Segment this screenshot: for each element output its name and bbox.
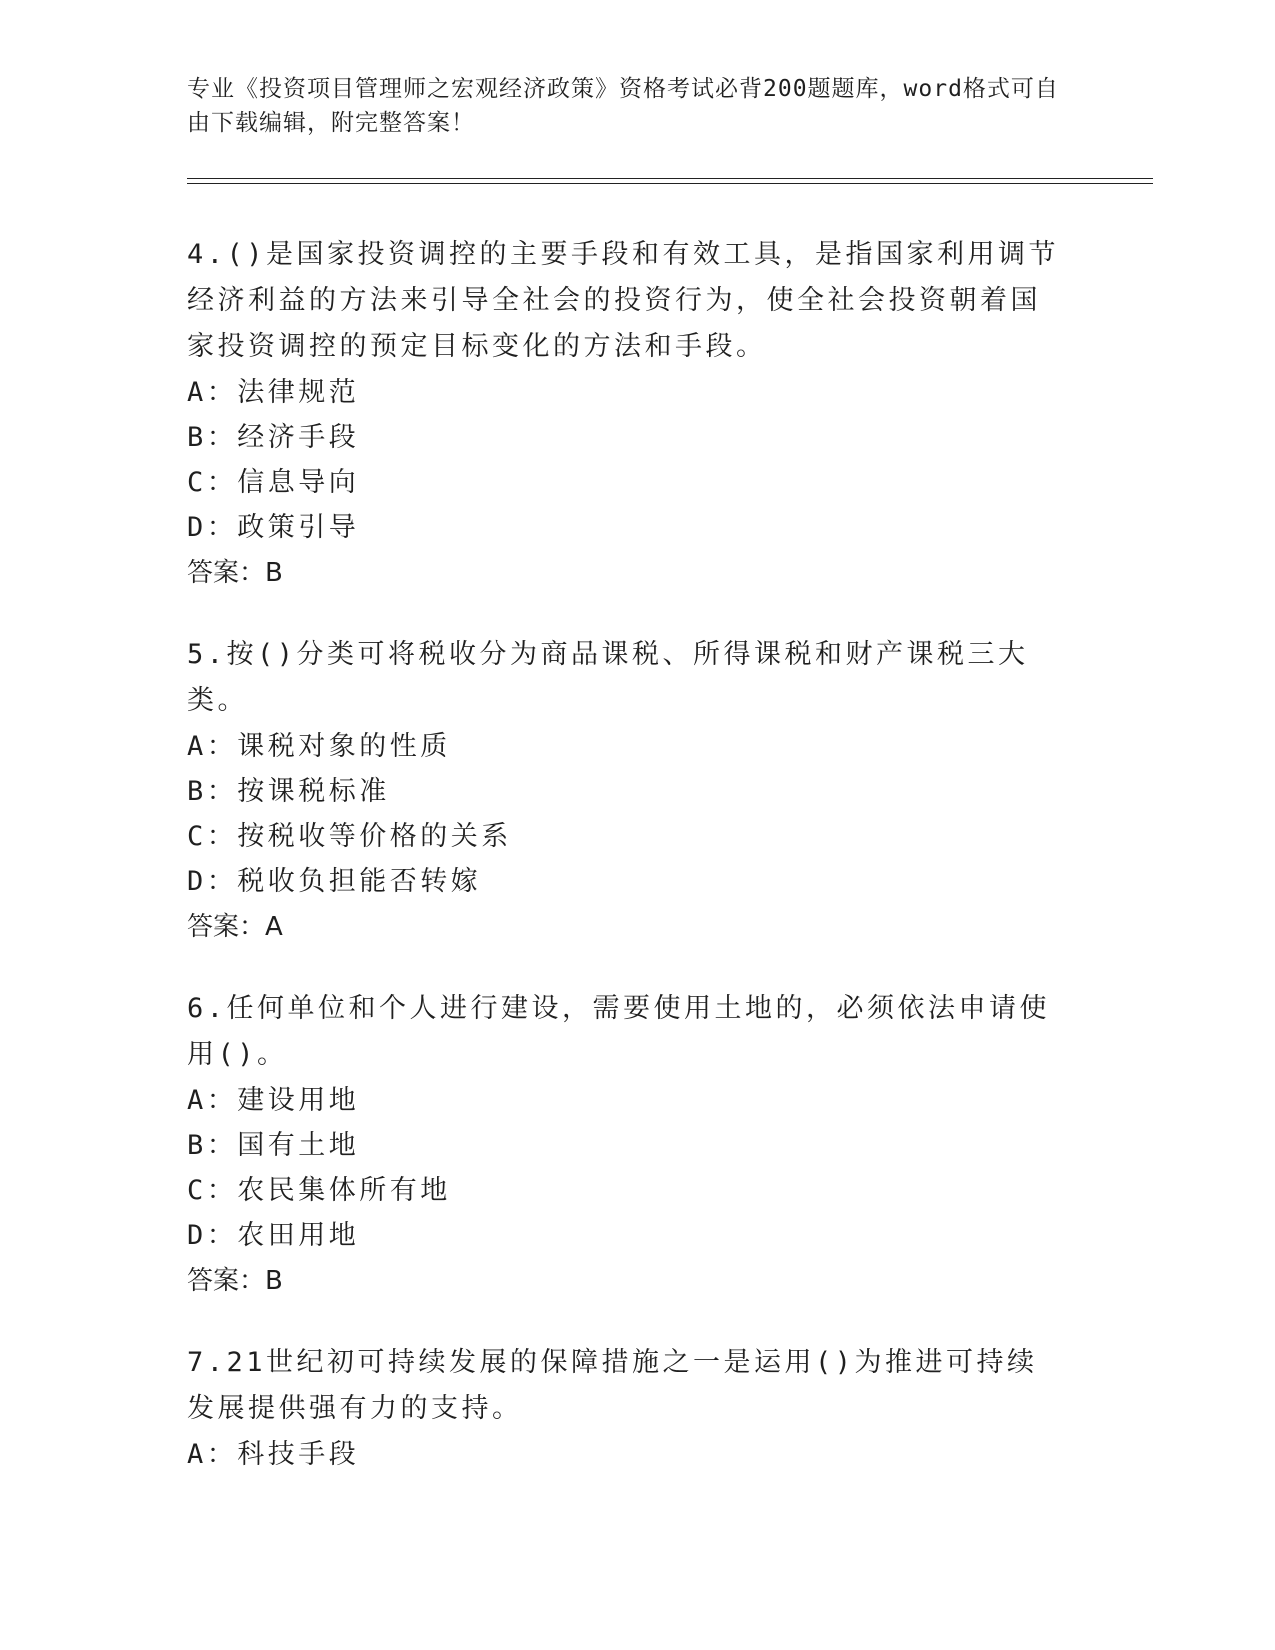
option-a: A：课税对象的性质	[187, 731, 451, 762]
question-stem: 5.按()分类可将税收分为商品课税、所得课税和财产课税三大类。	[187, 639, 1029, 716]
document-header: 专业《投资项目管理师之宏观经济政策》资格考试必背200题题库，word格式可自由下载编辑，附完整答案！	[187, 76, 1059, 136]
option-a: A：科技手段	[187, 1439, 360, 1470]
option-a: A：法律规范	[187, 377, 360, 408]
header-divider	[187, 178, 1153, 179]
question-stem: 6.任何单位和个人进行建设，需要使用土地的，必须依法申请使用()。	[187, 993, 1051, 1070]
option-b: B：国有土地	[187, 1130, 360, 1161]
question-item	[187, 232, 1067, 596]
option-b: B：按课税标准	[187, 776, 390, 807]
answer: 答案：B	[187, 558, 283, 588]
option-d: D：政策引导	[187, 512, 360, 543]
question-stem: 4.()是国家投资调控的主要手段和有效工具，是指国家利用调节经济利益的方法来引导全社会的投资行为，使全社会投资朝着国家投资调控的预定目标变化的方法和手段。	[187, 239, 1060, 362]
option-c: C：农民集体所有地	[187, 1175, 451, 1206]
option-c: C：信息导向	[187, 467, 360, 498]
question-stem: 7.21世纪初可持续发展的保障措施之一是运用()为推进可持续发展提供强有力的支持。	[187, 1347, 1038, 1424]
question-item	[187, 986, 1067, 1304]
answer: 答案：A	[187, 912, 283, 942]
question-item	[187, 1340, 1067, 1477]
question-item	[187, 632, 1067, 950]
option-a: A：建设用地	[187, 1085, 360, 1116]
option-b: B：经济手段	[187, 422, 360, 453]
option-d: D：农田用地	[187, 1220, 360, 1251]
question-list	[187, 232, 1067, 1513]
option-d: D：税收负担能否转嫁	[187, 866, 482, 897]
option-c: C：按税收等价格的关系	[187, 821, 512, 852]
header-divider-secondary	[187, 183, 1153, 184]
answer: 答案：B	[187, 1266, 283, 1296]
